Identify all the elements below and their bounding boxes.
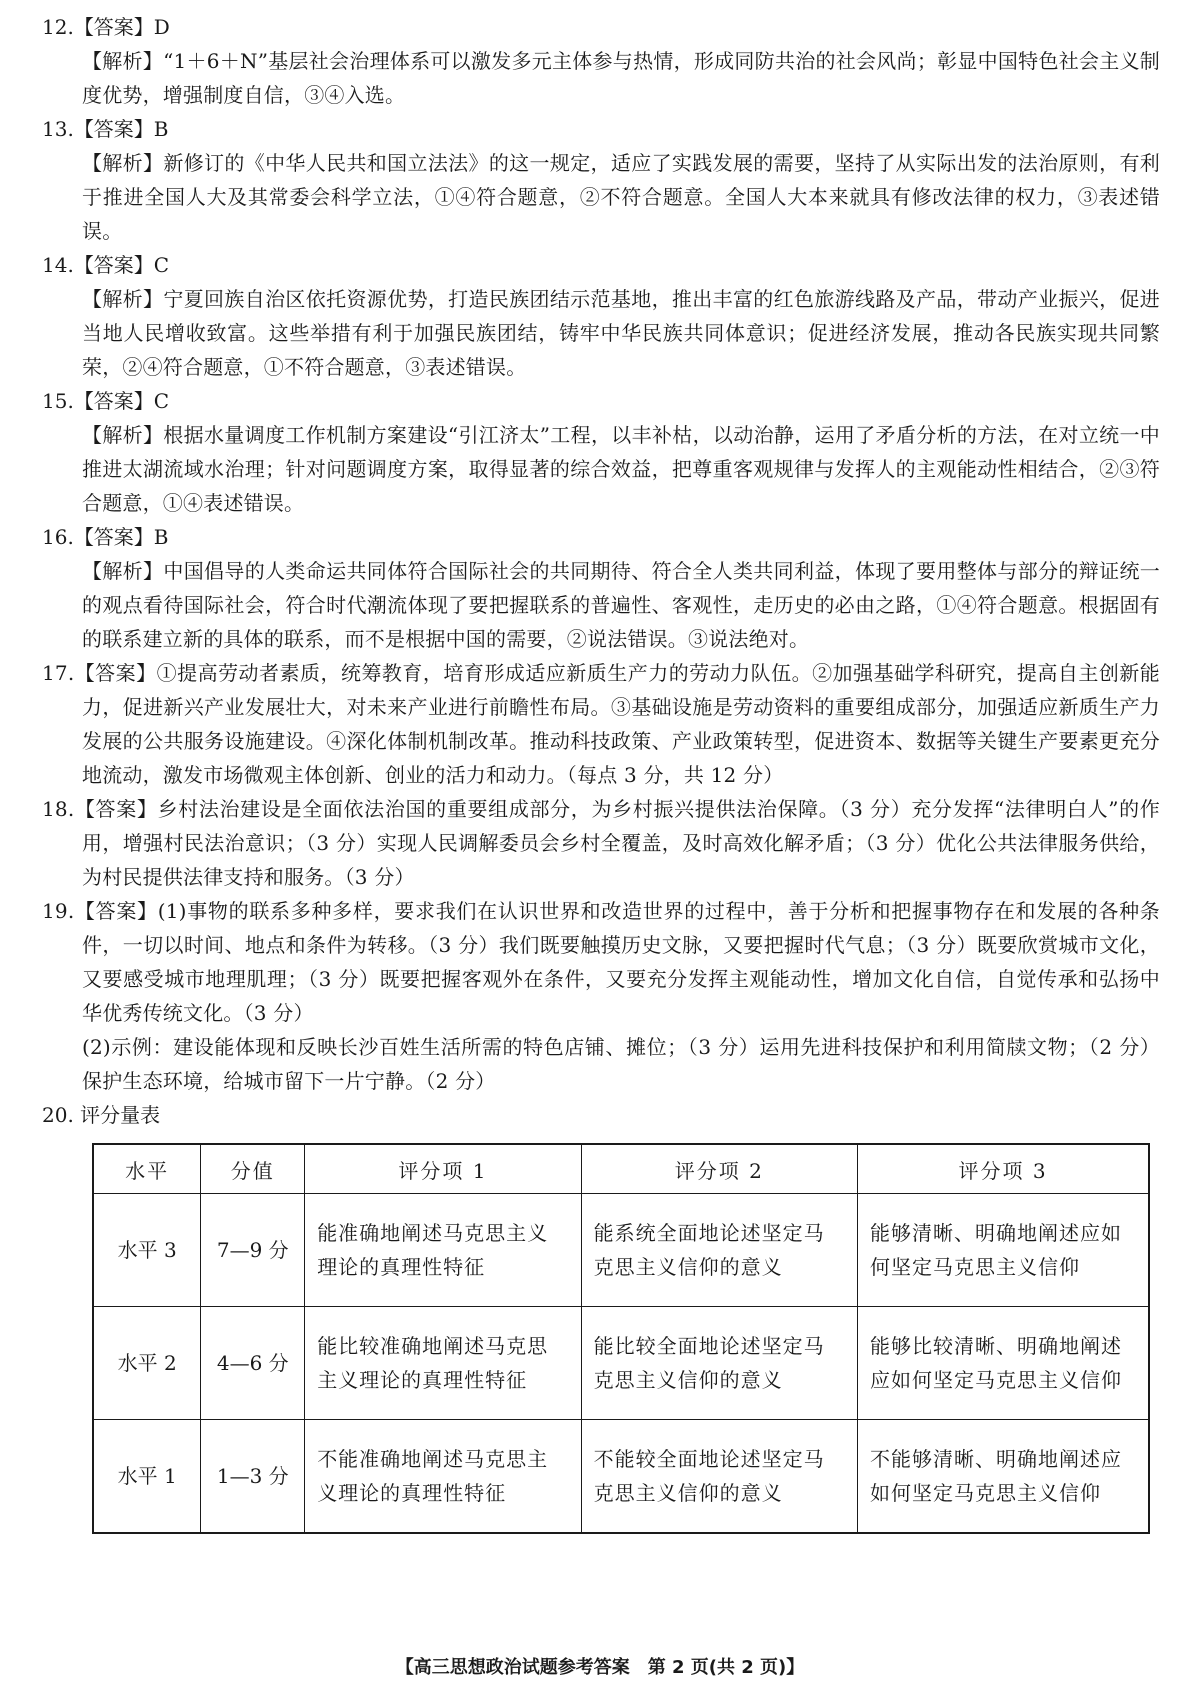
item-1-cell: 不能准确地阐述马克思主义理论的真理性特征 bbox=[305, 1420, 581, 1534]
score-cell: 7—9 分 bbox=[201, 1194, 305, 1307]
question-19-part-2: (2)示例：建设能体现和反映长沙百姓生活所需的特色店铺、摊位；（3 分）运用先进科技保护和利用简牍文物；（2 分）保护生态环境，给城市留下一片宁静。（2 分） bbox=[82, 1035, 1160, 1093]
item-1-cell: 能准确地阐述马克思主义理论的真理性特征 bbox=[305, 1194, 581, 1307]
analysis-text: 【解析】新修订的《中华人民共和国立法法》的这一规定，适应了实践发展的需要，坚持了从实际出发的法治原则，有利于推进全国人大及其常委会科学立法，①④符合题意，②不符合题意。全国人大本来就具有修改法律的权力，③表述错误。 bbox=[82, 151, 1160, 243]
answer-label: 【答案】C bbox=[73, 253, 170, 277]
analysis-text: 【解析】根据水量调度工作机制方案建设“引江济太”工程，以丰补枯，以动治静，运用了矛盾分析的方法，在对立统一中推进太湖流域水治理；针对问题调度方案，取得显著的综合效益，把尊重客观规律与发挥人的主观能动性相结合，②③符合题意，①④表述错误。 bbox=[82, 423, 1160, 515]
analysis-text: 【解析】“1＋6＋N”基层社会治理体系可以激发多元主体参与热情，形成同防共治的社会风尚；彰显中国特色社会主义制度优势，增强制度自信，③④入选。 bbox=[82, 49, 1160, 107]
analysis-text: 【解析】宁夏回族自治区依托资源优势，打造民族团结示范基地，推出丰富的红色旅游线路及产品，带动产业振兴，促进当地人民增收致富。这些举措有利于加强民族团结，铸牢中华民族共同体意识；促进经济发展，推动各民族实现共同繁荣，②④符合题意，①不符合题意，③表述错误。 bbox=[82, 287, 1160, 379]
level-cell: 水平 3 bbox=[93, 1194, 201, 1307]
question-20-title: 20. 评分量表 bbox=[42, 1103, 161, 1127]
level-cell: 水平 2 bbox=[93, 1307, 201, 1420]
item-2-cell: 能比较全面地论述坚定马克思主义信仰的意义 bbox=[581, 1307, 857, 1420]
item-2-cell: 能系统全面地论述坚定马克思主义信仰的意义 bbox=[581, 1194, 857, 1307]
question-number: 12. bbox=[42, 15, 74, 39]
item-3-cell: 能够清晰、明确地阐述应如何坚定马克思主义信仰 bbox=[858, 1194, 1149, 1307]
header-item-2: 评分项 2 bbox=[581, 1144, 857, 1194]
answer-label: 【答案】D bbox=[73, 15, 170, 39]
answer-label: 【答案】B bbox=[73, 525, 169, 549]
question-15 bbox=[42, 384, 1160, 520]
table-row bbox=[93, 1194, 1149, 1307]
item-3-cell: 能够比较清晰、明确地阐述应如何坚定马克思主义信仰 bbox=[858, 1307, 1149, 1420]
table-row bbox=[93, 1307, 1149, 1420]
question-18: 18.【答案】乡村法治建设是全面依法治国的重要组成部分，为乡村振兴提供法治保障。（3 分）充分发挥“法律明白人”的作用，增强村民法治意识；（3 分）实现人民调解委员会乡村全覆盖，及时高效化解矛盾；（3 分）优化公共法律服务供给，为村民提供法律支持和服务。（3 分） bbox=[42, 797, 1160, 889]
question-number: 15. bbox=[42, 389, 74, 413]
header-level: 水平 bbox=[93, 1144, 201, 1194]
question-16 bbox=[42, 520, 1160, 656]
question-19-part-1: 19.【答案】(1)事物的联系多种多样，要求我们在认识世界和改造世界的过程中，善于分析和把握事物存在和发展的各种条件，一切以时间、地点和条件为转移。（3 分）我们既要触摸历史文脉，又要把握时代气息；（3 分）既要欣赏城市文化，又要感受城市地理肌理；（3 分）既要把握客观外在条件，又要充分发挥主观能动性，增加文化自信，自觉传承和弘扬中华优秀传统文化。（3 分） bbox=[42, 899, 1160, 1025]
item-3-cell: 不能够清晰、明确地阐述应如何坚定马克思主义信仰 bbox=[858, 1420, 1149, 1534]
question-number: 14. bbox=[42, 253, 74, 277]
score-cell: 4—6 分 bbox=[201, 1307, 305, 1420]
analysis-text: 【解析】中国倡导的人类命运共同体符合国际社会的共同期待、符合全人类共同利益，体现了要用整体与部分的辩证统一的观点看待国际社会，符合时代潮流体现了要把握联系的普遍性、客观性，走历史的必由之路，①④符合题意。根据固有的联系建立新的具体的联系，而不是根据中国的需要，②说法错误。③说法绝对。 bbox=[82, 559, 1160, 651]
table-row bbox=[93, 1420, 1149, 1534]
question-17: 17.【答案】①提高劳动者素质，统筹教育，培育形成适应新质生产力的劳动力队伍。②加强基础学科研究，提高自主创新能力，促进新兴产业发展壮大，对未来产业进行前瞻性布局。③基础设施是劳动资料的重要组成部分，加强适应新质生产力发展的公共服务设施建设。④深化体制机制改革。推动科技政策、产业政策转型，促进资本、数据等关键生产要素更充分地流动，激发市场微观主体创新、创业的活力和动力。（每点 3 分，共 12 分） bbox=[42, 661, 1160, 787]
question-12 bbox=[42, 10, 1160, 112]
answer-page bbox=[42, 10, 1160, 1132]
question-13 bbox=[42, 112, 1160, 248]
page-footer: 【高三思想政治试题参考答案 第 2 页(共 2 页)】 bbox=[395, 1657, 805, 1678]
scoring-rubric-table bbox=[92, 1143, 1150, 1534]
level-cell: 水平 1 bbox=[93, 1420, 201, 1534]
header-item-1: 评分项 1 bbox=[305, 1144, 581, 1194]
header-score: 分值 bbox=[201, 1144, 305, 1194]
item-2-cell: 不能较全面地论述坚定马克思主义信仰的意义 bbox=[581, 1420, 857, 1534]
table-header-row bbox=[93, 1144, 1149, 1194]
answer-label: 【答案】C bbox=[73, 389, 170, 413]
score-cell: 1—3 分 bbox=[201, 1420, 305, 1534]
question-14 bbox=[42, 248, 1160, 384]
question-number: 16. bbox=[42, 525, 74, 549]
item-1-cell: 能比较准确地阐述马克思主义理论的真理性特征 bbox=[305, 1307, 581, 1420]
question-number: 13. bbox=[42, 117, 74, 141]
header-item-3: 评分项 3 bbox=[858, 1144, 1149, 1194]
answer-label: 【答案】B bbox=[73, 117, 169, 141]
